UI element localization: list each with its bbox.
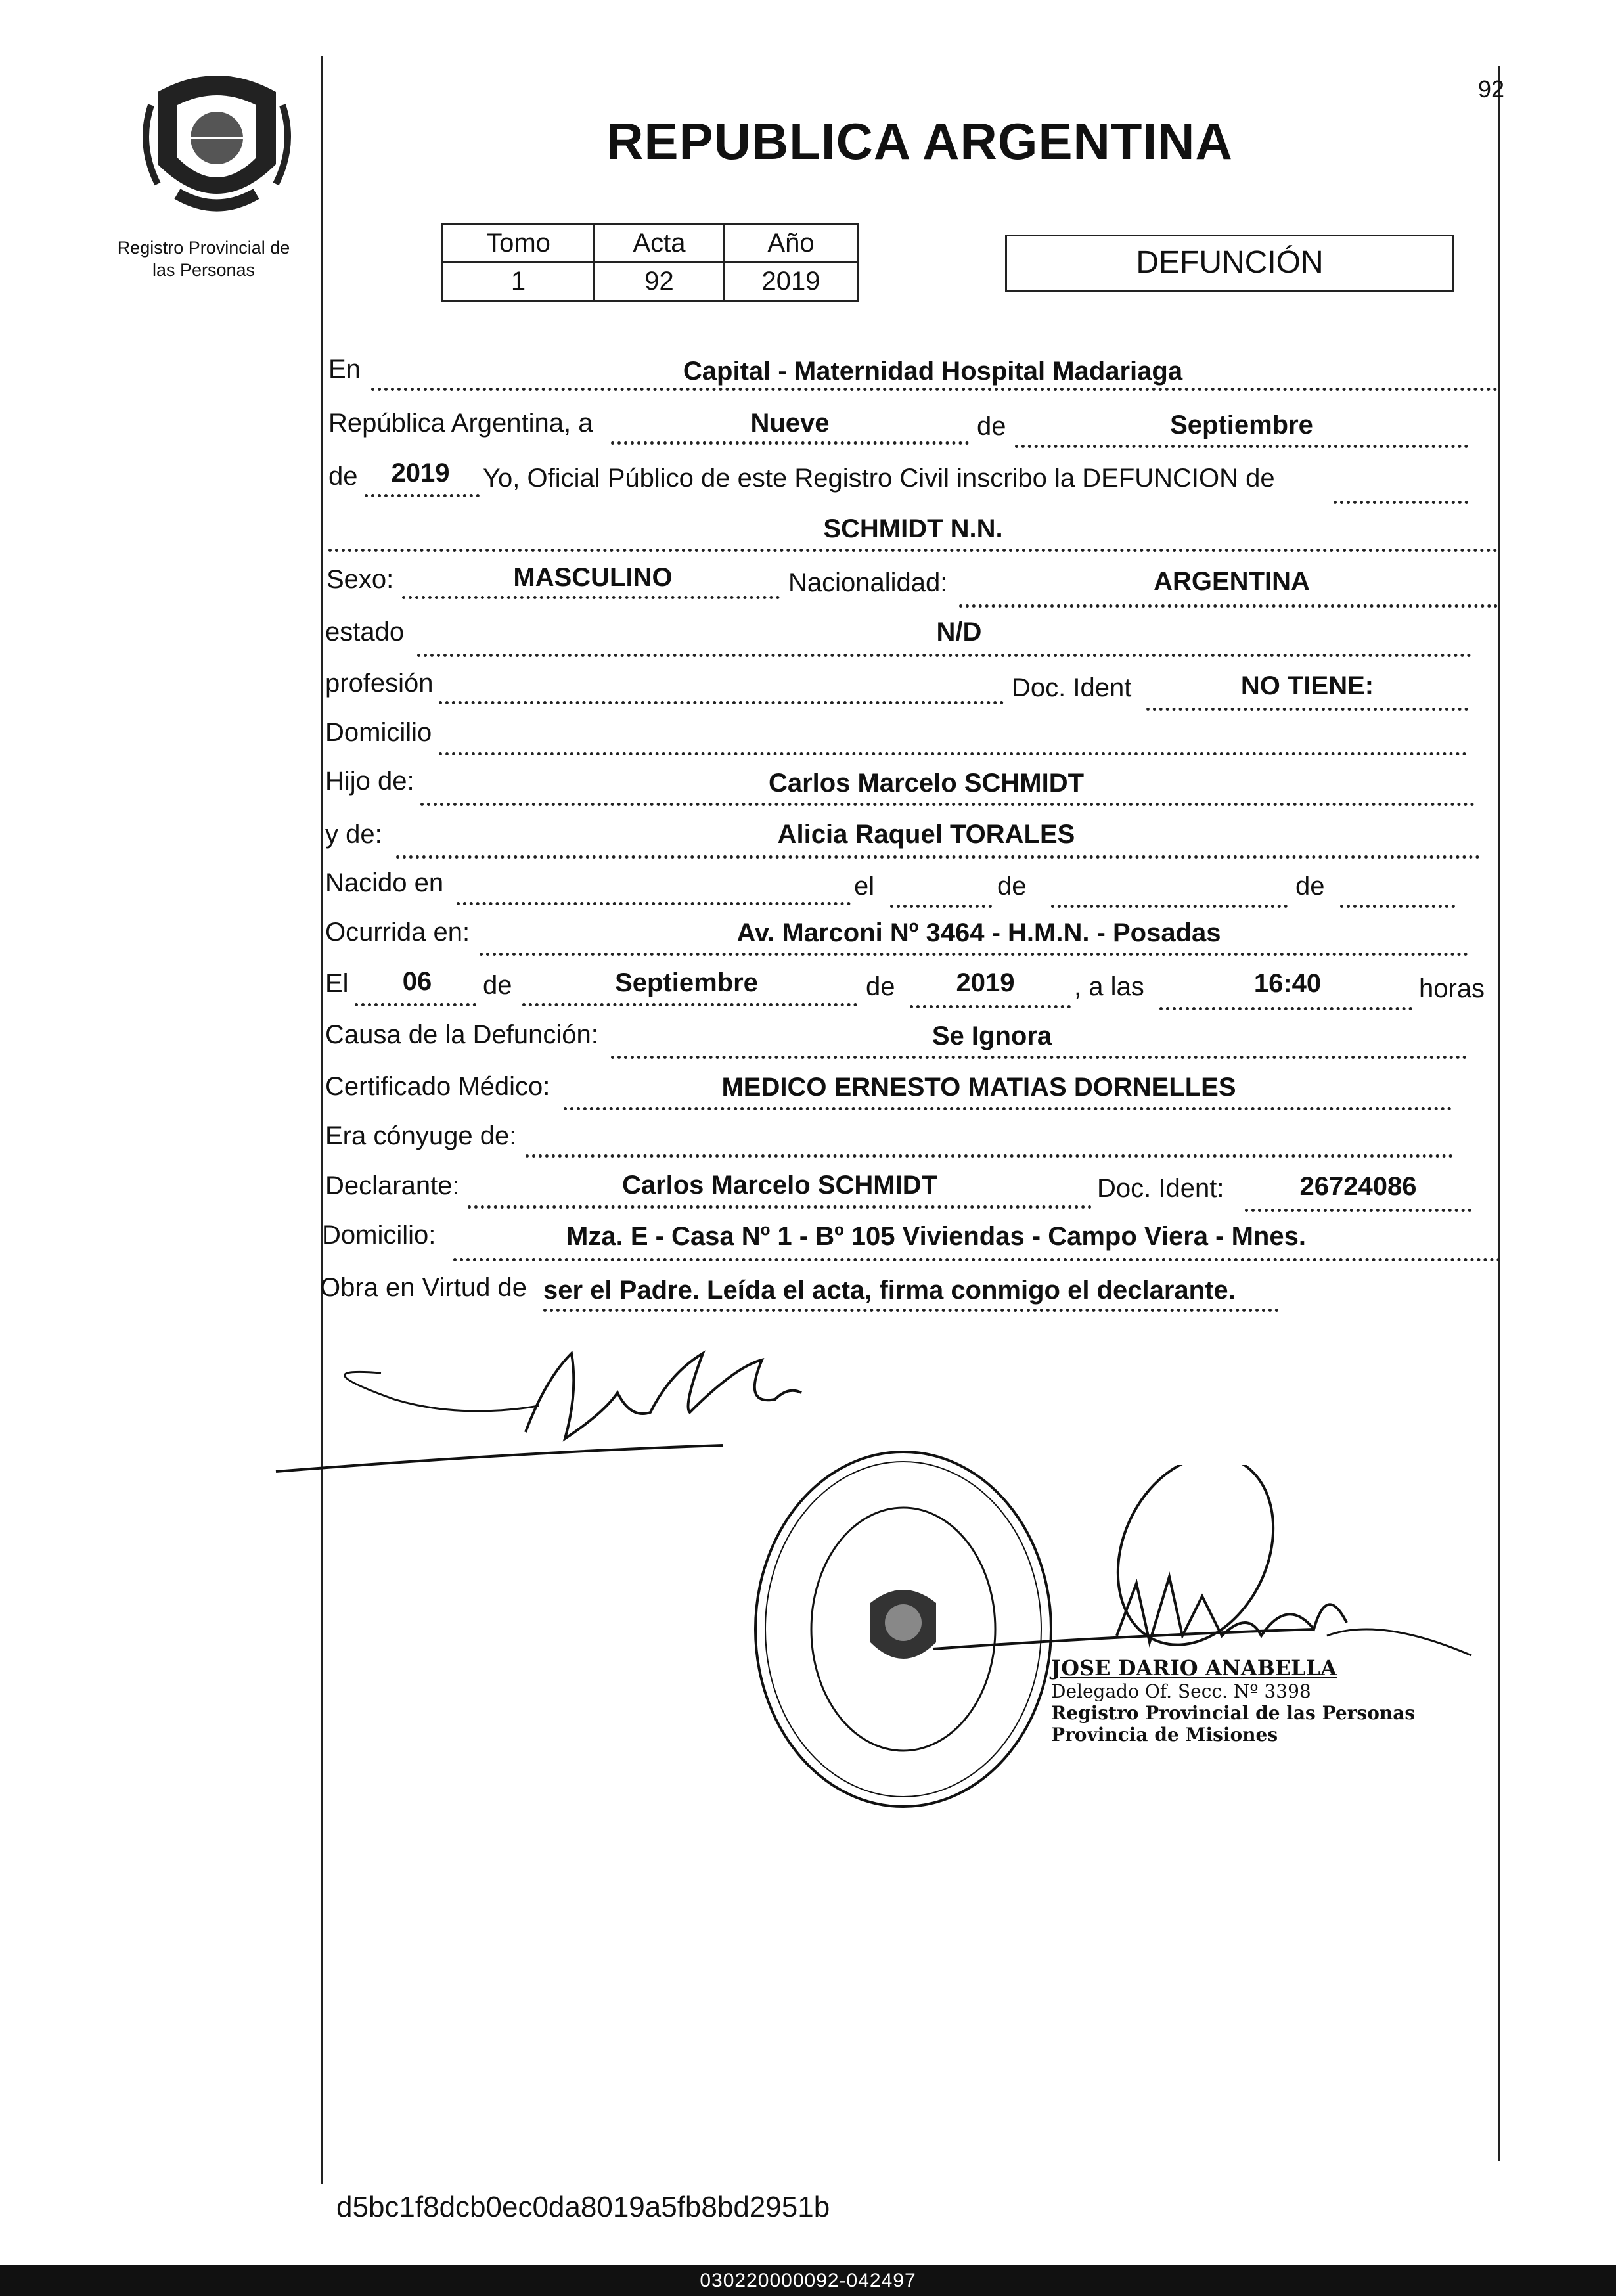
certificado-dotted-line <box>564 1107 1452 1110</box>
official-stamp <box>1051 1655 1419 1745</box>
doc-ident2-dotted-line <box>1245 1209 1471 1212</box>
declarante-value: Carlos Marcelo SCHMIDT <box>621 1171 938 1200</box>
obra-dotted-line <box>543 1309 1279 1312</box>
padre-value: Carlos Marcelo SCHMIDT <box>768 769 1085 798</box>
nacido-el-label: el <box>854 872 875 901</box>
doc-ident-label: Doc. Ident <box>1012 673 1132 702</box>
hijo-de-dotted-line <box>420 803 1475 806</box>
domicilio2-value: Mza. E - Casa Nº 1 - Bº 105 Viviendas - Campo Viera - Mnes. <box>566 1222 1306 1251</box>
doc-ident2-value: 26724086 <box>1299 1172 1417 1201</box>
nacionalidad-value: ARGENTINA <box>1154 567 1310 596</box>
hora-dotted-line <box>1159 1007 1412 1010</box>
certificado-label: Certificado Médico: <box>325 1072 550 1101</box>
declarante-label: Declarante: <box>325 1171 460 1200</box>
nacido-en-label: Nacido en <box>325 868 444 897</box>
ocurrida-en-label: Ocurrida en: <box>325 918 470 947</box>
ocurrida-en-dotted-line <box>480 953 1468 956</box>
record-type-box: DEFUNCIÓN <box>1005 235 1454 292</box>
document-title: REPUBLICA ARGENTINA <box>606 112 1233 170</box>
y-de-label: y de: <box>325 820 382 849</box>
defuncion-de-dotted-line <box>1334 501 1468 504</box>
de-label: de <box>977 412 1006 441</box>
fecha-de-label: de <box>483 971 512 1000</box>
nacionalidad-dotted-line <box>959 604 1498 608</box>
document-hash: d5bc1f8dcb0ec0da8019a5fb8bd2951b <box>336 2191 830 2223</box>
dia-value: Nueve <box>750 409 830 438</box>
a-las-label: , a las <box>1074 972 1144 1001</box>
tomo-header: Tomo <box>443 225 595 263</box>
estado-label: estado <box>325 618 405 646</box>
nombre-dotted-line <box>328 549 1498 552</box>
certificado-value: MEDICO ERNESTO MATIAS DORNELLES <box>721 1073 1236 1102</box>
horas-label: horas <box>1419 974 1485 1003</box>
dia-dotted-line <box>611 441 969 445</box>
domicilio-label: Domicilio <box>325 718 432 747</box>
fecha-dia-dotted-line <box>355 1003 476 1006</box>
fecha-anio-dotted-line <box>910 1005 1071 1008</box>
causa-dotted-line <box>611 1056 1467 1059</box>
stamp-line2: Registro Provincial de las Personas <box>1051 1702 1416 1724</box>
nacido-mes-dotted-line <box>1051 905 1288 908</box>
obra-label: Obra en Virtud de <box>320 1273 527 1302</box>
sexo-label: Sexo: <box>326 565 394 594</box>
obra-value: ser el Padre. Leída el acta, firma conmigo el declarante. <box>543 1276 1236 1305</box>
profesion-label: profesión <box>325 669 434 698</box>
nacido-en-dotted-line <box>457 902 851 905</box>
doc-ident-value: NO TIENE: <box>1240 671 1374 700</box>
fecha-anio-value: 2019 <box>956 968 1015 997</box>
causa-value: Se Ignora <box>931 1022 1052 1050</box>
estado-value: N/D <box>936 618 982 646</box>
nacido-el-dotted-line <box>890 905 992 908</box>
ocurrida-en-value: Av. Marconi Nº 3464 - H.M.N. - Posadas <box>736 918 1221 947</box>
stamp-line3: Provincia de Misiones <box>1051 1724 1278 1745</box>
nacionalidad-label: Nacionalidad: <box>788 568 948 597</box>
stamp-name: JOSE DARIO ANABELLA <box>1051 1655 1337 1680</box>
fecha-de2-label: de <box>866 972 895 1001</box>
anio-value: 2019 <box>725 263 858 301</box>
estado-dotted-line <box>417 654 1471 657</box>
causa-label: Causa de la Defunción: <box>325 1020 598 1049</box>
acta-header: Acta <box>595 225 725 263</box>
fecha-dia-value: 06 <box>402 967 432 996</box>
mes-value: Septiembre <box>1170 411 1313 439</box>
profesion-dotted-line <box>439 701 1004 704</box>
anio-header: Año <box>725 225 858 263</box>
stamp-line1: Delegado Of. Secc. Nº 3398 <box>1051 1680 1311 1702</box>
nacido-anio-dotted-line <box>1340 905 1455 908</box>
left-margin-line <box>321 56 323 2184</box>
doc-ident2-label: Doc. Ident: <box>1097 1174 1224 1203</box>
tomo-acta-anio-table <box>441 223 859 302</box>
y-de-dotted-line <box>396 855 1480 859</box>
inscripcion-text: Yo, Oficial Público de este Registro Civil inscribo la DEFUNCION de <box>483 464 1275 493</box>
fecha-mes-dotted-line <box>522 1003 857 1006</box>
anio-dotted-line <box>365 494 480 497</box>
page-number: 92 <box>1477 76 1504 102</box>
nacido-de2-label: de <box>1295 872 1325 901</box>
mes-dotted-line <box>1015 445 1468 448</box>
tomo-value: 1 <box>443 263 595 301</box>
conyuge-dotted-line <box>526 1154 1453 1158</box>
right-margin-line <box>1498 66 1500 2161</box>
hijo-de-label: Hijo de: <box>325 767 415 796</box>
republica-label: República Argentina, a <box>328 409 593 438</box>
en-value: Capital - Maternidad Hospital Madariaga <box>683 357 1183 386</box>
doc-ident-dotted-line <box>1146 708 1468 711</box>
registro-provincial-org-name: Registro Provincial de las Personas <box>117 238 290 280</box>
domicilio2-label: Domicilio: <box>322 1221 436 1249</box>
declarante-dotted-line <box>468 1205 1092 1209</box>
de2-label: de <box>328 462 358 491</box>
fecha-el-label: El <box>325 969 349 998</box>
domicilio2-dotted-line <box>453 1258 1501 1261</box>
acta-value: 92 <box>595 263 725 301</box>
en-dotted-line <box>371 388 1498 391</box>
madre-value: Alicia Raquel TORALES <box>777 820 1075 849</box>
footer-code-bar: 030220000092-042497 <box>0 2265 1616 2296</box>
hora-value: 16:40 <box>1253 969 1322 998</box>
fecha-mes-value: Septiembre <box>615 968 758 997</box>
anio-inscripcion-value: 2019 <box>391 459 450 487</box>
en-label: En <box>328 355 361 384</box>
sexo-dotted-line <box>402 596 780 599</box>
nacido-de-label: de <box>997 872 1027 901</box>
domicilio-dotted-line <box>439 752 1467 755</box>
nombre-fallecido-value: SCHMIDT N.N. <box>823 514 1003 543</box>
sexo-value: MASCULINO <box>513 563 673 592</box>
conyuge-label: Era cónyuge de: <box>325 1121 517 1150</box>
